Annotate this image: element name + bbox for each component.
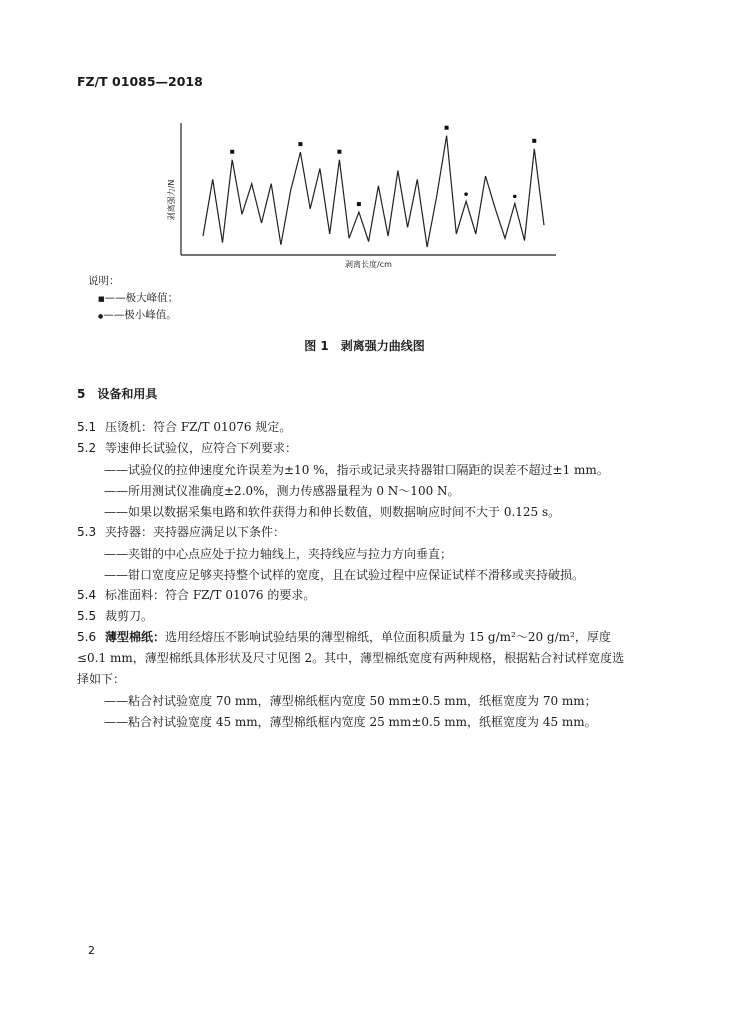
legend-item-min-peak xyxy=(98,307,177,322)
x-axis-label: 剥离长度/cm xyxy=(345,260,392,269)
clause-title: 薄型棉纸： xyxy=(105,630,166,644)
legend-max-text: ——极大峰值； xyxy=(104,292,179,304)
max-peak-marker-2 xyxy=(337,150,341,154)
clause-5-2-item-1: ——试验仪的拉伸速度允许误差为±10 %，指示或记录夹持器钳口隔距的误差不超过±1 mm。 xyxy=(104,463,609,477)
legend-max-marker: ■ xyxy=(98,295,105,303)
legend-item-max-peak xyxy=(98,290,178,305)
standard-code-header: FZ/T 01085—2018 xyxy=(77,74,203,89)
legend-title: 说明： xyxy=(88,275,120,287)
clause-5-3-item-2: ——钳口宽度应足够夹持整个试样的宽度，且在试验过程中应保证试样不滑移或夹持破损。 xyxy=(104,568,585,582)
clause-5-5 xyxy=(77,608,153,624)
clause-number: 5.3 xyxy=(77,525,97,539)
y-axis-label: 剥离强力/N xyxy=(167,179,176,221)
clause-5-6 xyxy=(77,629,611,645)
clause-number: 5.4 xyxy=(77,588,97,602)
max-peak-marker-5 xyxy=(532,139,536,143)
legend-min-text: ——极小峰值。 xyxy=(103,309,177,321)
clause-5-3 xyxy=(77,524,285,540)
clause-number: 5.1 xyxy=(77,420,97,434)
clause-text: 等速伸长试验仪，应符合下列要求： xyxy=(105,441,298,455)
max-peak-marker-4 xyxy=(445,126,449,130)
page-number: 2 xyxy=(88,944,95,957)
clause-text: 压烫机：符合 FZ/T 01076 规定。 xyxy=(105,420,292,434)
clause-number: 5.2 xyxy=(77,441,97,455)
max-peak-marker-1 xyxy=(298,142,302,146)
clause-5-6-line-2: ≤0.1 mm，薄型棉纸具体形状及尺寸见图 2。其中，薄型棉纸宽度有两种规格，根据粘合衬试样宽度选 xyxy=(77,651,625,665)
clause-number: 5.5 xyxy=(77,609,97,623)
min-peak-marker-1 xyxy=(513,195,517,199)
clause-number: 5.6 xyxy=(77,630,97,644)
clause-5-6-line-3: 择如下： xyxy=(77,672,126,686)
legend-min-marker: ● xyxy=(98,313,104,320)
section-title: 5 设备和用具 xyxy=(77,387,158,401)
max-peak-marker-0 xyxy=(230,150,234,154)
clause-5-4 xyxy=(77,587,315,603)
clause-5-6-item-2: ——粘合衬试验宽度 45 mm，薄型棉纸框内宽度 25 mm±0.5 mm，纸框宽度为 45 mm。 xyxy=(104,715,597,729)
clause-5-2-item-2: ——所用测试仪准确度±2.0%，测力传感器量程为 0 N～100 N。 xyxy=(104,484,460,498)
clause-text: 标准面料：符合 FZ/T 01076 的要求。 xyxy=(105,588,316,602)
figure-caption: 图 1 剥离强力曲线图 xyxy=(304,339,425,353)
peel-strength-chart xyxy=(160,115,570,275)
clause-5-6-item-1: ——粘合衬试验宽度 70 mm，薄型棉纸框内宽度 50 mm±0.5 mm，纸框宽度为 70 mm； xyxy=(104,694,597,708)
max-peak-marker-3 xyxy=(357,202,361,206)
clause-5-2-item-3: ——如果以数据采集电路和软件获得力和伸长数值，则数据响应时间不大于 0.125 s。 xyxy=(104,505,561,519)
min-peak-marker-0 xyxy=(464,192,468,196)
clause-5-3-item-1: ——夹钳的中心点应处于拉力轴线上，夹持线应与拉力方向垂直； xyxy=(104,547,453,561)
clause-5-1 xyxy=(77,419,291,435)
clause-text: 夹持器：夹持器应满足以下条件： xyxy=(105,525,286,539)
peel-strength-series-line xyxy=(203,136,544,247)
clause-text: 选用经熔压不影响试验结果的薄型棉纸，单位面积质量为 15 g/m²～20 g/m²，厚度 xyxy=(165,630,611,644)
clause-5-2 xyxy=(77,440,297,456)
clause-text: 裁剪刀。 xyxy=(105,609,154,623)
